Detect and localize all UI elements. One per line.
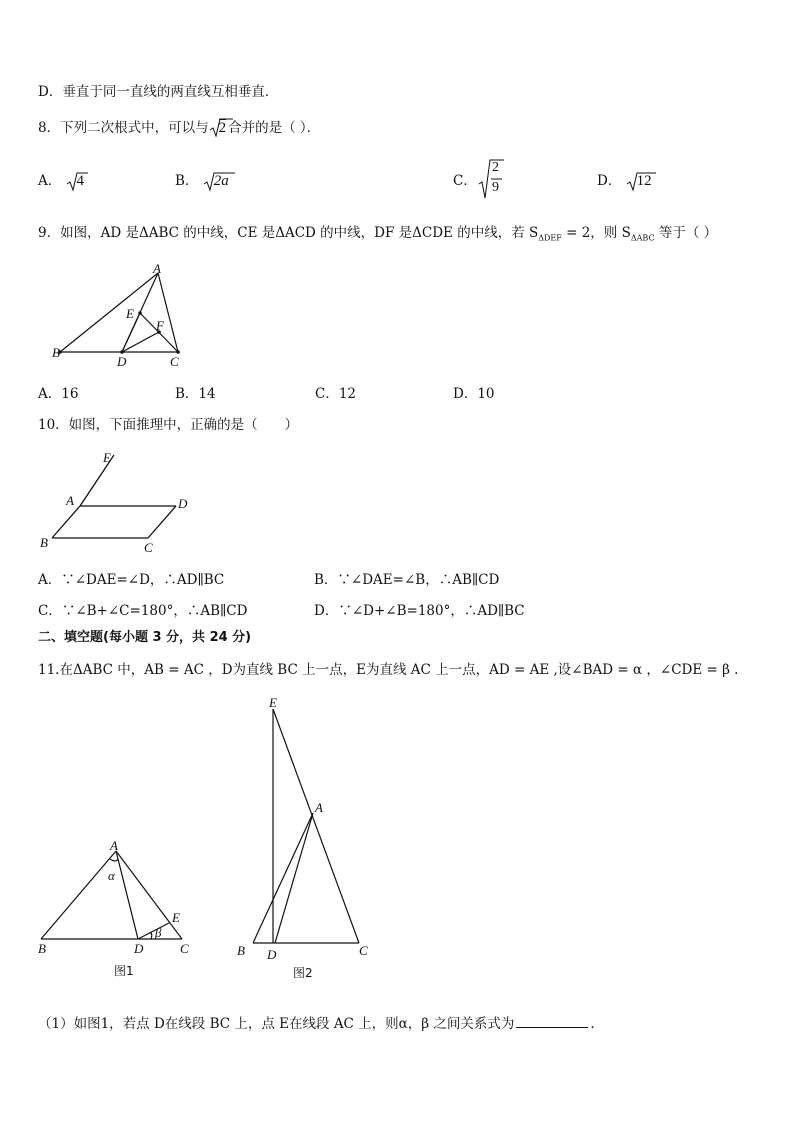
q11-fig2-caption: 图2 (293, 966, 313, 980)
segment-ac (158, 273, 178, 352)
q10-label-b: B (40, 535, 48, 550)
q9-option-a: A．16 (38, 386, 79, 402)
q8-option-b-radicand: 2a (213, 173, 229, 189)
q11-fig2-label-c: C (359, 943, 368, 958)
sqrt-sign-icon (209, 118, 221, 138)
segment-ad (275, 813, 313, 943)
q11-stem: 11.在ΔABC 中，AB = AC ，D为直线 BC 上一点，E为直线 AC 上一点，AD = AE ,设∠BAD = α ，∠CDE = β . (38, 662, 739, 678)
q9-label-e: E (126, 306, 134, 321)
q8-option-a (38, 171, 84, 191)
segment-cd (148, 506, 176, 538)
q11-figure-1 (38, 835, 228, 985)
q9-triangle-figure (50, 262, 200, 367)
q10-label-e: E (103, 450, 111, 465)
q8-option-d-radicand: 12 (636, 173, 652, 189)
q10-label-c: C (144, 540, 153, 555)
q8-stem-post: 合并的是（ ）． (228, 120, 321, 136)
q8-option-c-denominator: 9 (492, 180, 499, 195)
q11-fig1-label-alpha: α (108, 868, 115, 883)
q9-stem-mid: = 2，则 S (561, 225, 631, 241)
q11-sub1-text: （1）如图1，若点 D在线段 BC 上，点 E在线段 AC 上，则α，β 之间关系式为 (38, 1016, 515, 1032)
section-title: 二、填空题(每小题 3 分，共 24 分) (38, 630, 252, 645)
q9-stem (38, 223, 717, 249)
q8-option-b-label: B． (175, 173, 199, 189)
q8-option-c-fraction-root (478, 158, 504, 200)
q10-parallelogram-figure (38, 450, 198, 555)
q10-option-d: D．∵∠D+∠B=180°，∴AD∥BC (314, 603, 525, 619)
q11-subquestion-1 (38, 1013, 595, 1034)
segment-de (138, 923, 169, 939)
segment-ba (41, 851, 116, 939)
sqrt-sign-icon (203, 172, 215, 192)
q8-option-a-label: A． (38, 173, 62, 189)
q8-option-b-sqrt (203, 173, 229, 189)
q9-option-b: B．14 (175, 386, 216, 402)
q10-label-d: D (178, 496, 188, 511)
q11-fig1-label-a: A (110, 838, 118, 853)
q8-option-d-label: D． (597, 173, 622, 189)
segment-ba (52, 506, 80, 538)
q11-figure-2 (235, 695, 375, 985)
angle-alpha-arc (110, 859, 118, 861)
q11-fig2-label-d: D (267, 947, 277, 962)
q9-label-a: A (153, 261, 161, 276)
q8-stem (38, 118, 320, 138)
q8-stem-radicand: 2 (218, 120, 227, 136)
q11-fig1-label-d: D (134, 941, 144, 956)
q10-label-a: A (66, 493, 74, 508)
q11-sub1-end: . (590, 1016, 595, 1032)
q11-sub1-answer-blank[interactable] (516, 1013, 588, 1028)
q8-option-b (175, 171, 229, 191)
q9-stem-text: 9．如图，AD 是ΔABC 的中线，CE 是ΔACD 的中线，DF 是ΔCDE 的中线，若 S (38, 225, 539, 241)
q8-option-c (453, 171, 477, 191)
q8-option-a-sqrt (66, 173, 85, 189)
sqrt-sign-icon (626, 172, 638, 192)
segment-ac (116, 851, 182, 939)
q10-option-b: B．∵∠DAE=∠B，∴AB∥CD (314, 572, 500, 588)
q9-label-d: D (117, 354, 127, 369)
q11-fig2-label-b: B (237, 943, 245, 958)
q8-option-c-label: C． (453, 173, 477, 189)
segment-ad (116, 851, 138, 939)
q10-option-c: C．∵∠B+∠C=180°，∴AB∥CD (38, 603, 248, 619)
sqrt-sign-icon (66, 172, 78, 192)
q10-option-a: A．∵∠DAE=∠D，∴AD∥BC (38, 572, 225, 588)
q9-stem-sub2: ΔABC (630, 233, 655, 243)
q9-option-c: C．12 (315, 386, 357, 402)
q9-label-f: F (156, 318, 164, 333)
q8-stem-sqrt (209, 118, 227, 138)
q9-stem-sub1: ΔDEF (538, 233, 562, 243)
segment-df (122, 332, 159, 352)
q11-fig1-caption: 图1 (114, 964, 134, 978)
q9-stem-end: 等于（ ） (654, 225, 718, 241)
q10-stem: 10．如图，下面推理中，正确的是（ ） (38, 417, 299, 433)
q8-option-c-numerator: 2 (492, 160, 499, 175)
q11-fig2-label-e: E (269, 695, 277, 710)
q8-option-d (597, 171, 652, 191)
q11-fig1-label-b: B (38, 941, 46, 956)
q8-stem-pre: 8．下列二次根式中，可以与 (38, 120, 209, 136)
q11-fig2-label-a: A (315, 800, 323, 815)
q11-fig1-label-beta: β (155, 925, 162, 940)
q8-option-d-sqrt (626, 173, 652, 189)
segment-ec (273, 709, 359, 943)
q9-option-d: D．10 (453, 386, 495, 402)
q9-label-c: C (170, 354, 179, 369)
q8-option-a-radicand: 4 (76, 173, 85, 189)
q7-option-d: D．垂直于同一直线的两直线互相垂直． (38, 84, 279, 100)
q9-label-b: B (52, 345, 60, 360)
q11-fig1-label-c: C (180, 941, 189, 956)
sqrt-sign-icon (478, 158, 504, 200)
q11-fig1-label-e: E (172, 910, 180, 925)
segment-ba (253, 813, 313, 943)
